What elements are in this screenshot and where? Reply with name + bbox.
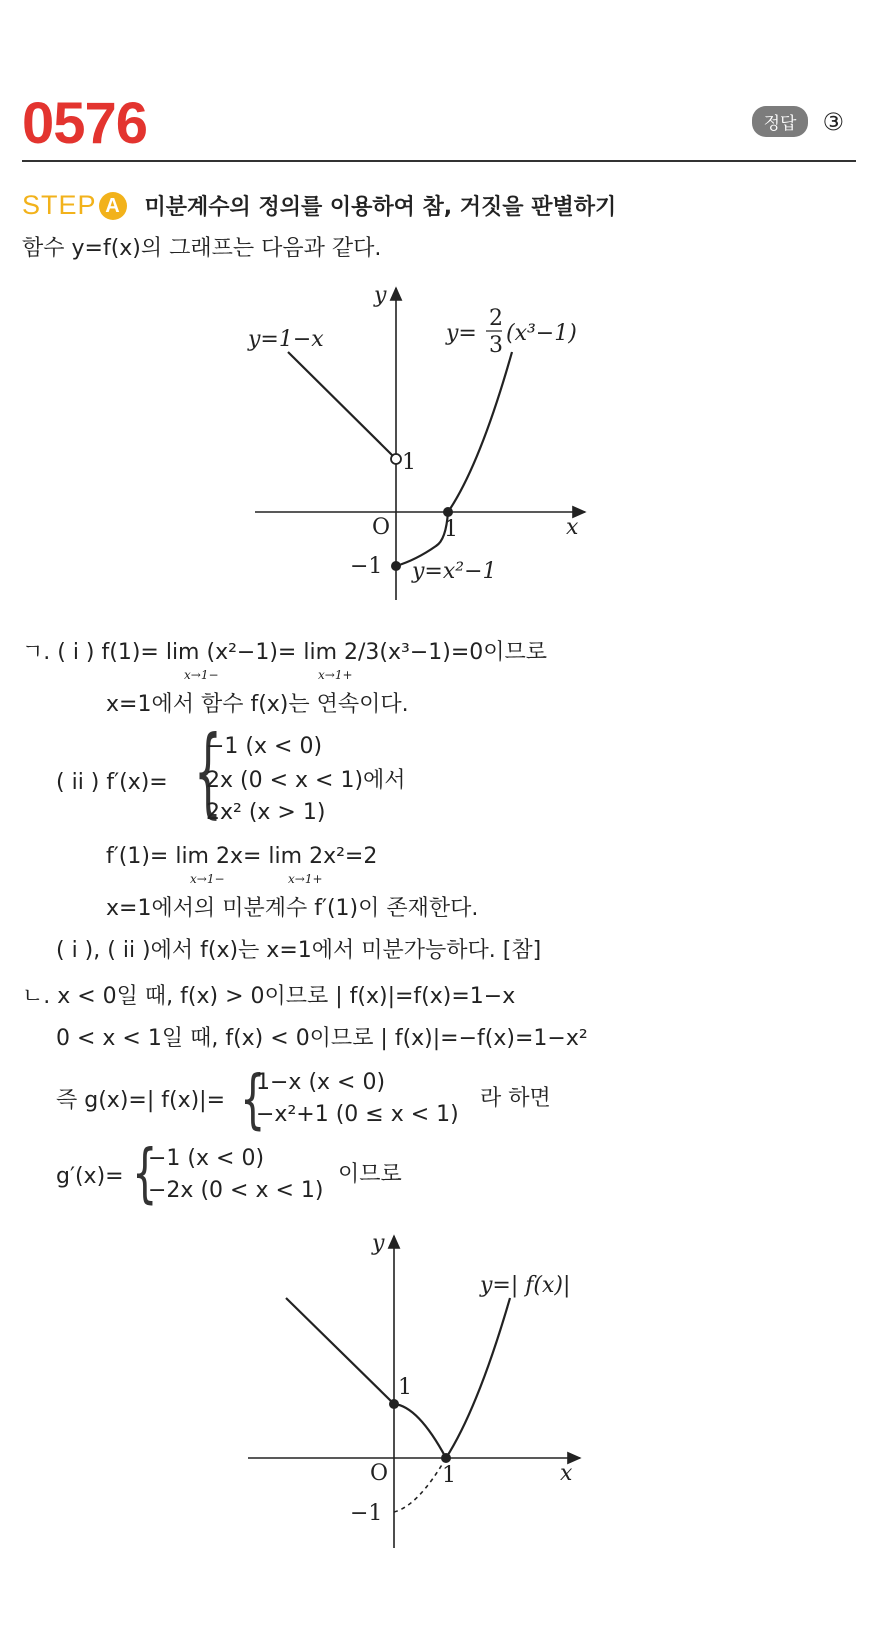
sol-g1-line4-sub1: x→1− xyxy=(190,872,225,886)
tick-1-x: 1 xyxy=(442,1463,456,1488)
sol-g1-line5: x=1에서의 미분계수 f′(1)이 존재한다. xyxy=(106,896,479,921)
label-right-suffix: (x³−1) xyxy=(506,321,577,346)
curve-cubic xyxy=(446,1298,510,1458)
sol-g1-line4: f′(1)= lim 2x= lim 2x²=2 xyxy=(106,844,378,869)
sol-n-gp-case1: −1 (x < 0) xyxy=(148,1146,265,1171)
sol-n-gp-suffix: 이므로 xyxy=(338,1162,402,1187)
curve-dashed xyxy=(394,1458,446,1512)
step-label: STEP xyxy=(22,190,97,220)
step-badge: A xyxy=(99,192,127,220)
y-axis-label: y xyxy=(372,1231,385,1256)
point-1-x xyxy=(441,1453,451,1463)
sol-n-g-prefix: 즉 g(x)=| f(x)|= xyxy=(56,1088,226,1113)
sol-n-g-suffix: 라 하면 xyxy=(480,1086,551,1111)
line-left xyxy=(286,1298,394,1404)
label-abs: y=| f(x)| xyxy=(480,1273,571,1298)
label-right-num: 2 xyxy=(489,306,503,331)
answer-badge: 정답 xyxy=(752,106,809,137)
answer-area xyxy=(752,106,844,137)
sol-g1-case3: 2x² (x > 1) xyxy=(206,800,326,825)
header-divider xyxy=(22,160,856,162)
label-bottom: y=x²−1 xyxy=(412,559,497,584)
sol-n-g-case1: 1−x (x < 0) xyxy=(256,1070,386,1095)
tick-neg1-y: −1 xyxy=(350,554,383,579)
x-axis-label: x xyxy=(566,515,579,540)
step-title: 미분계수의 정의를 이용하여 참, 거짓을 판별하기 xyxy=(144,195,617,220)
graph-f xyxy=(240,280,600,610)
sol-g1-line6: ( i ), ( ii )에서 f(x)는 x=1에서 미분가능하다. [참] xyxy=(56,938,542,963)
tick-neg1-y: −1 xyxy=(350,1501,383,1526)
line-left xyxy=(288,352,393,456)
point-neg1 xyxy=(391,561,401,571)
label-right-den: 3 xyxy=(489,333,503,358)
label-left: y=1−x xyxy=(248,327,324,352)
step-heading xyxy=(22,190,616,221)
sol-n-gp-case2: −2x (0 < x < 1) xyxy=(148,1178,324,1203)
sol-g1-case1: −1 (x < 0) xyxy=(206,734,323,759)
point-1-y xyxy=(389,1399,399,1409)
sol-g1-sub1: x→1− xyxy=(184,668,219,682)
open-point xyxy=(391,454,401,464)
origin-label: O xyxy=(372,515,391,540)
sol-g1-ii-prefix: ( ii ) f′(x)= xyxy=(56,770,168,795)
curve-reflected xyxy=(394,1404,446,1458)
sol-g1-sub2: x→1+ xyxy=(318,668,353,682)
x-axis-label: x xyxy=(560,1461,573,1486)
sol-g1-line4-sub2: x→1+ xyxy=(288,872,323,886)
point-1 xyxy=(443,507,453,517)
sol-g1-line1: ㄱ. ( i ) f(1)= lim (x²−1)= lim 2/3(x³−1)=0이므로 xyxy=(22,640,548,665)
graph-abs-f xyxy=(240,1228,600,1558)
sol-n-line1: ㄴ. x < 0일 때, f(x) > 0이므로 | f(x)|=f(x)=1−x xyxy=(22,984,516,1009)
y-axis-label: y xyxy=(374,283,387,308)
sol-n-gp-prefix: g′(x)= xyxy=(56,1164,124,1189)
answer-value: ③ xyxy=(822,107,844,136)
sol-brace-3: { xyxy=(132,1137,158,1211)
curve-cubic xyxy=(448,352,512,512)
tick-1-y: 1 xyxy=(398,1375,412,1400)
tick-1-y: 1 xyxy=(402,450,416,475)
sol-brace-1: { xyxy=(194,717,222,830)
sol-n-line2: 0 < x < 1일 때, f(x) < 0이므로 | f(x)|=−f(x)=1−x² xyxy=(56,1026,588,1051)
label-right-prefix: y= xyxy=(446,321,477,346)
sol-g1-line2: x=1에서 함수 f(x)는 연속이다. xyxy=(106,692,409,717)
sol-g1-case2: 2x (0 < x < 1)에서 xyxy=(206,768,406,793)
sol-n-g-case2: −x²+1 (0 ≤ x < 1) xyxy=(256,1102,459,1127)
curve-parabola xyxy=(396,512,448,566)
problem-number: 0576 xyxy=(22,91,148,156)
sol-brace-2: { xyxy=(240,1063,266,1137)
intro-text: 함수 y=f(x)의 그래프는 다음과 같다. xyxy=(22,236,382,261)
origin-label: O xyxy=(370,1461,389,1486)
tick-1-x: 1 xyxy=(444,517,458,542)
